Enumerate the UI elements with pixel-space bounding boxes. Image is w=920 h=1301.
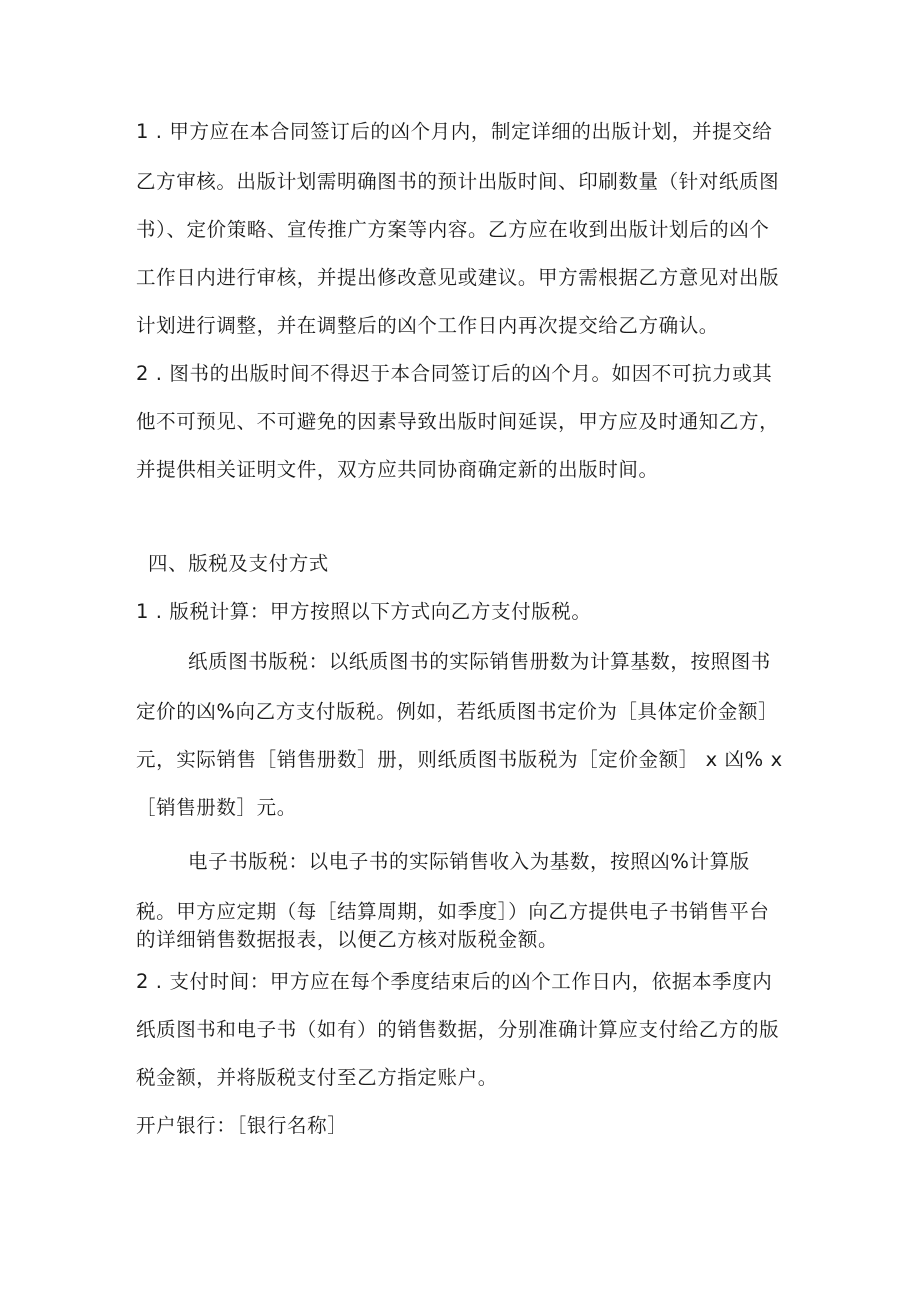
paragraph-line: 电子书版税：以电子书的实际销售收入为基数，按照凶%计算版 bbox=[188, 850, 750, 873]
section-heading: 四、版税及支付方式 bbox=[148, 552, 329, 575]
paragraph-line: 纸质图书和电子书（如有）的销售数据，分别准确计算应支付给乙方的版 bbox=[136, 1018, 780, 1041]
paragraph-line: 1 . 版税计算：甲方按照以下方式向乙方支付版税。 bbox=[136, 600, 592, 623]
paragraph-line: 书）、定价策略、宣传推广方案等内容。乙方应在收到出版计划后的凶个 bbox=[136, 218, 770, 241]
bank-line: 开户银行：［银行名称］ bbox=[136, 1114, 348, 1137]
paragraph-line: 2 . 图书的出版时间不得迟于本合同签订后的凶个月。如因不可抗力或其 bbox=[136, 362, 773, 385]
paragraph-line: 计划进行调整，并在调整后的凶个工作日内再次提交给乙方确认。 bbox=[136, 314, 719, 337]
paragraph-line: 他不可预见、不可避免的因素导致出版时间延误，甲方应及时通知乙方， bbox=[136, 410, 780, 433]
paragraph-line: 定价的凶%向乙方支付版税。例如，若纸质图书定价为［具体定价金额］ bbox=[136, 700, 779, 723]
paragraph-line: 税金额，并将版税支付至乙方指定账户。 bbox=[136, 1066, 498, 1089]
paragraph-line: 2 . 支付时间：甲方应在每个季度结束后的凶个工作日内，依据本季度内 bbox=[136, 970, 773, 993]
paragraph-line: 工作日内进行审核，并提出修改意见或建议。甲方需根据乙方意见对出版 bbox=[136, 266, 780, 289]
paragraph-line: 并提供相关证明文件，双方应共同协商确定新的出版时间。 bbox=[136, 458, 659, 481]
paragraph-line: 税。甲方应定期（每［结算周期，如季度］）向乙方提供电子书销售平台 bbox=[136, 900, 770, 923]
paragraph-line: 元，实际销售［销售册数］册，则纸质图书版税为［定价金额］ x 凶% x bbox=[136, 748, 783, 771]
paragraph-line: 1 . 甲方应在本合同签订后的凶个月内，制定详细的出版计划，并提交给 bbox=[136, 120, 773, 143]
paragraph-line: ［销售册数］元。 bbox=[136, 796, 297, 819]
paragraph-line: 乙方审核。出版计划需明确图书的预计出版时间、印刷数量（针对纸质图 bbox=[136, 170, 780, 193]
paragraph-line: 的详细销售数据报表，以便乙方核对版税金额。 bbox=[136, 928, 559, 951]
paragraph-line: 纸质图书版税：以纸质图书的实际销售册数为计算基数，按照图书 bbox=[188, 650, 771, 673]
